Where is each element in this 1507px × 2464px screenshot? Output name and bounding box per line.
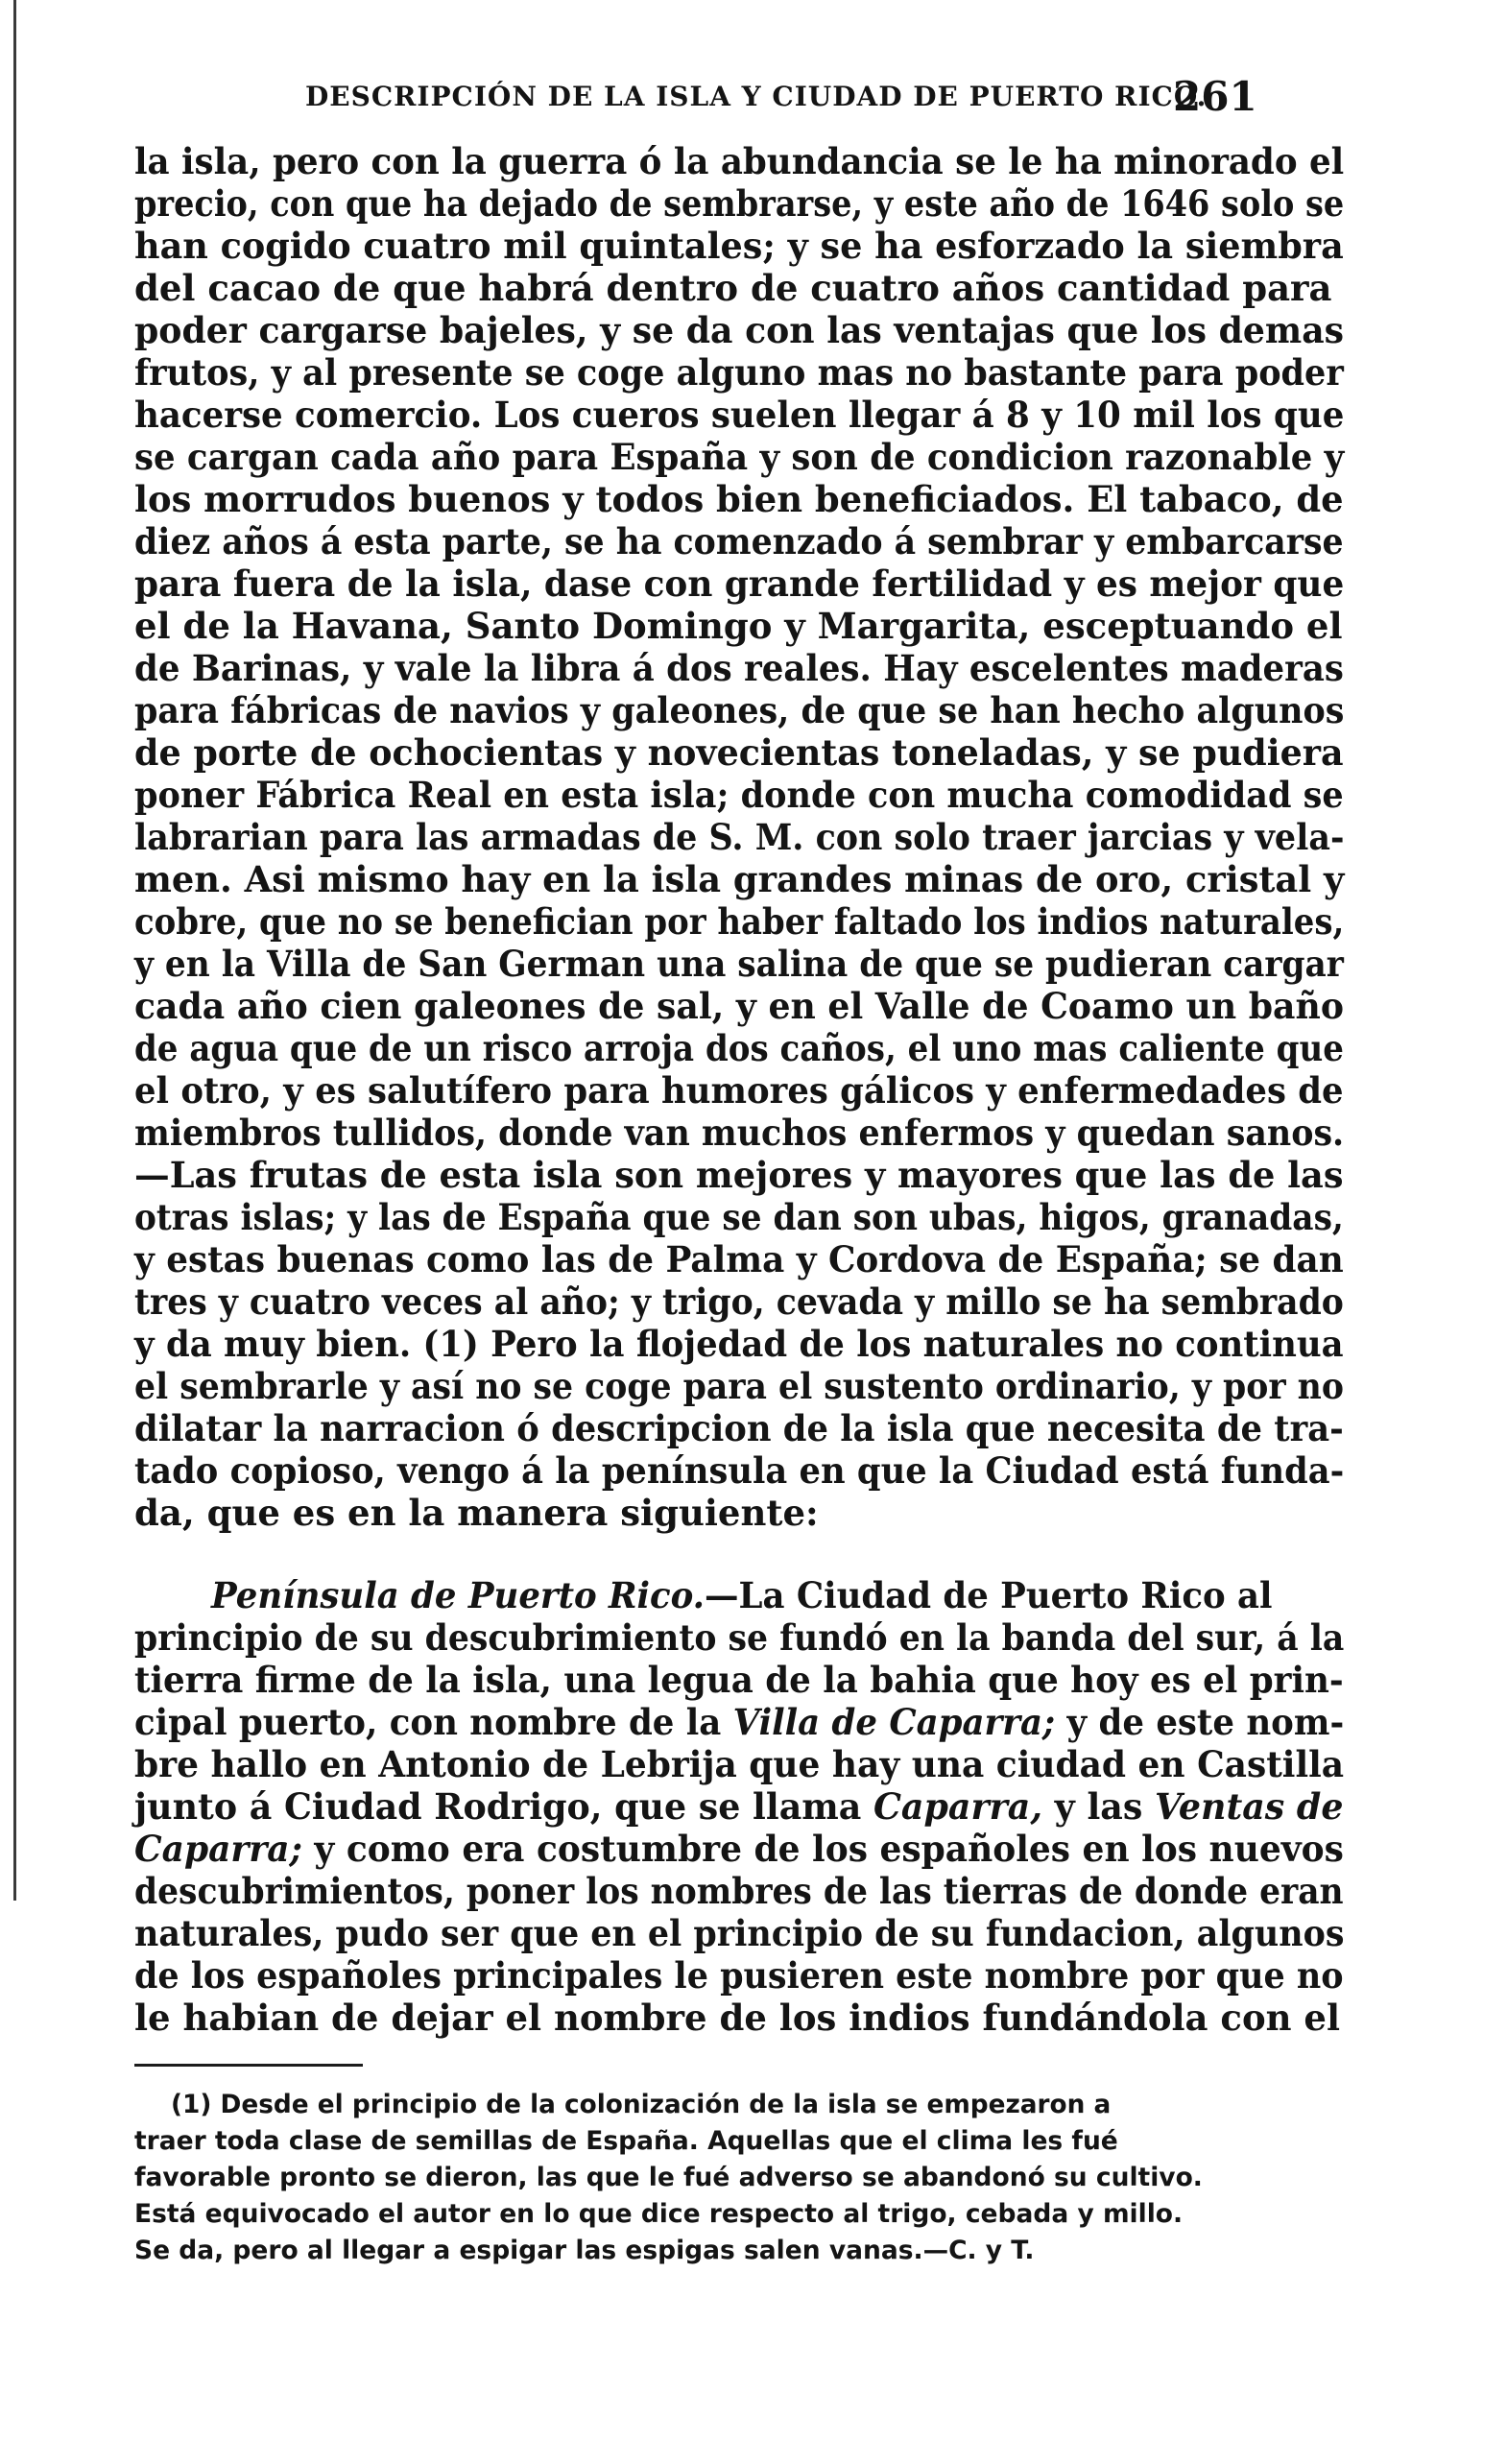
body-line: da, que es en la manera siguiente:: [134, 1492, 819, 1534]
body-line: miembros tullidos, donde van muchos enfermos y quedan sanos.: [134, 1112, 1345, 1154]
body-line: men. Asi mismo hay en la isla grandes minas de oro, cristal y: [134, 858, 1345, 900]
footnote-line: Se da, pero al llegar a espigar las espigas salen vanas.—C. y T.: [134, 2236, 1035, 2265]
body-line: el otro, y es salutífero para humores gálicos y enfermedades de: [134, 1069, 1344, 1112]
body-line: cada año cien galeones de sal, y en el Valle de Coamo un baño: [134, 985, 1344, 1027]
footnote-line: favorable pronto se dieron, las que le fué adverso se abandonó su cultivo.: [134, 2163, 1203, 2192]
body-line: del cacao de que habrá dentro de cuatro años cantidad para: [134, 267, 1332, 309]
body-line: descubrimientos, poner los nombres de las tierras de donde eran: [134, 1870, 1344, 1912]
page-number: 261: [1173, 73, 1257, 120]
body-line: los morrudos buenos y todos bien beneficiados. El tabaco, de: [134, 478, 1344, 520]
body-line: otras islas; y las de España que se dan son ubas, higos, granadas,: [134, 1196, 1344, 1238]
body-line: cipal puerto, con nombre de la Villa de Caparra; y de este nom-: [134, 1701, 1345, 1743]
section-heading: Península de Puerto Rico.: [211, 1574, 706, 1616]
body-line: poder cargarse bajeles, y se da con las ventajas que los demas: [134, 309, 1345, 351]
body-line: de agua que de un risco arroja dos caños, el uno mas caliente que: [134, 1027, 1344, 1069]
body-line: han cogido cuatro mil quintales; y se ha esforzado la siembra: [134, 225, 1344, 267]
body-line: de porte de ochocientas y novecientas toneladas, y se pudiera: [134, 731, 1344, 774]
body-line: el sembrarle y así no se coge para el sustento ordinario, y por no: [134, 1365, 1344, 1407]
body-line: labrarian para las armadas de S. M. con solo traer jarcias y vela-: [134, 816, 1345, 858]
footnote-line: traer toda clase de semillas de España. Aquellas que el clima les fué: [134, 2126, 1118, 2156]
body-line: diez años á esta parte, se ha comenzado á sembrar y embarcarse: [134, 520, 1344, 562]
body-line: y da muy bien. (1) Pero la flojedad de los naturales no continua: [134, 1323, 1344, 1365]
body-line: la isla, pero con la guerra ó la abundancia se le ha minorado el: [134, 140, 1345, 182]
footnote-line: Está equivocado el autor en lo que dice respecto al trigo, cebada y millo.: [134, 2199, 1184, 2229]
body-line: tres y cuatro veces al año; y trigo, cevada y millo se ha sembrado: [134, 1280, 1344, 1323]
body-line: el de la Havana, Santo Domingo y Margarita, esceptuando el: [134, 605, 1343, 647]
body-line: dilatar la narracion ó descripcion de la isla que necesita de tra-: [134, 1407, 1344, 1449]
body-line: Caparra; y como era costumbre de los españoles en los nuevos: [134, 1828, 1344, 1870]
body-line: para fuera de la isla, dase con grande fertilidad y es mejor que: [134, 562, 1345, 605]
body-line: de Barinas, y vale la libra á dos reales. Hay escelentes maderas: [134, 647, 1344, 689]
body-line: y estas buenas como las de Palma y Cordova de España; se dan: [134, 1238, 1344, 1280]
body-line: de los españoles principales le pusieren este nombre por que no: [134, 1954, 1344, 1997]
body-line: junto á Ciudad Rodrigo, que se llama Caparra, y las Ventas de: [134, 1785, 1344, 1828]
running-head: DESCRIPCIÓN DE LA ISLA Y CIUDAD DE PUERTO RICO.: [305, 81, 1208, 112]
footnote-rule: [134, 2064, 363, 2067]
body-line: principio de su descubrimiento se fundó en la banda del sur, á la: [134, 1616, 1345, 1659]
body-line: Península de Puerto Rico.—La Ciudad de Puerto Rico al: [211, 1574, 1273, 1616]
body-line: frutos, y al presente se coge alguno mas no bastante para poder: [134, 351, 1344, 394]
body-line: tierra firme de la isla, una legua de la bahia que hoy es el prin-: [134, 1659, 1344, 1701]
body-line: y en la Villa de San German una salina de que se pudieran cargar: [134, 943, 1344, 985]
body-line: para fábricas de navios y galeones, de que se han hecho algunos: [134, 689, 1345, 731]
body-line: tado copioso, vengo á la península en que la Ciudad está funda-: [134, 1449, 1345, 1492]
scan-edge-line: [13, 0, 16, 1901]
body-line: naturales, pudo ser que en el principio de su fundacion, algunos: [134, 1912, 1345, 1954]
body-line: hacerse comercio. Los cueros suelen llegar á 8 y 10 mil los que: [134, 394, 1345, 436]
body-line: —Las frutas de esta isla son mejores y mayores que las de las: [134, 1154, 1344, 1196]
body-line: poner Fábrica Real en esta isla; donde con mucha comodidad se: [134, 774, 1344, 816]
body-line: se cargan cada año para España y son de condicion razonable y: [134, 436, 1345, 478]
footnote-line: (1) Desde el principio de la colonización de la isla se empezaron a: [171, 2090, 1112, 2119]
body-line: le habian de dejar el nombre de los indios fundándola con el: [134, 1997, 1340, 2039]
body-line: cobre, que no se benefician por haber faltado los indios naturales,: [134, 900, 1345, 943]
body-line: bre hallo en Antonio de Lebrija que hay una ciudad en Castilla: [134, 1743, 1345, 1785]
body-line: precio, con que ha dejado de sembrarse, y este año de 1646 solo se: [134, 182, 1345, 225]
